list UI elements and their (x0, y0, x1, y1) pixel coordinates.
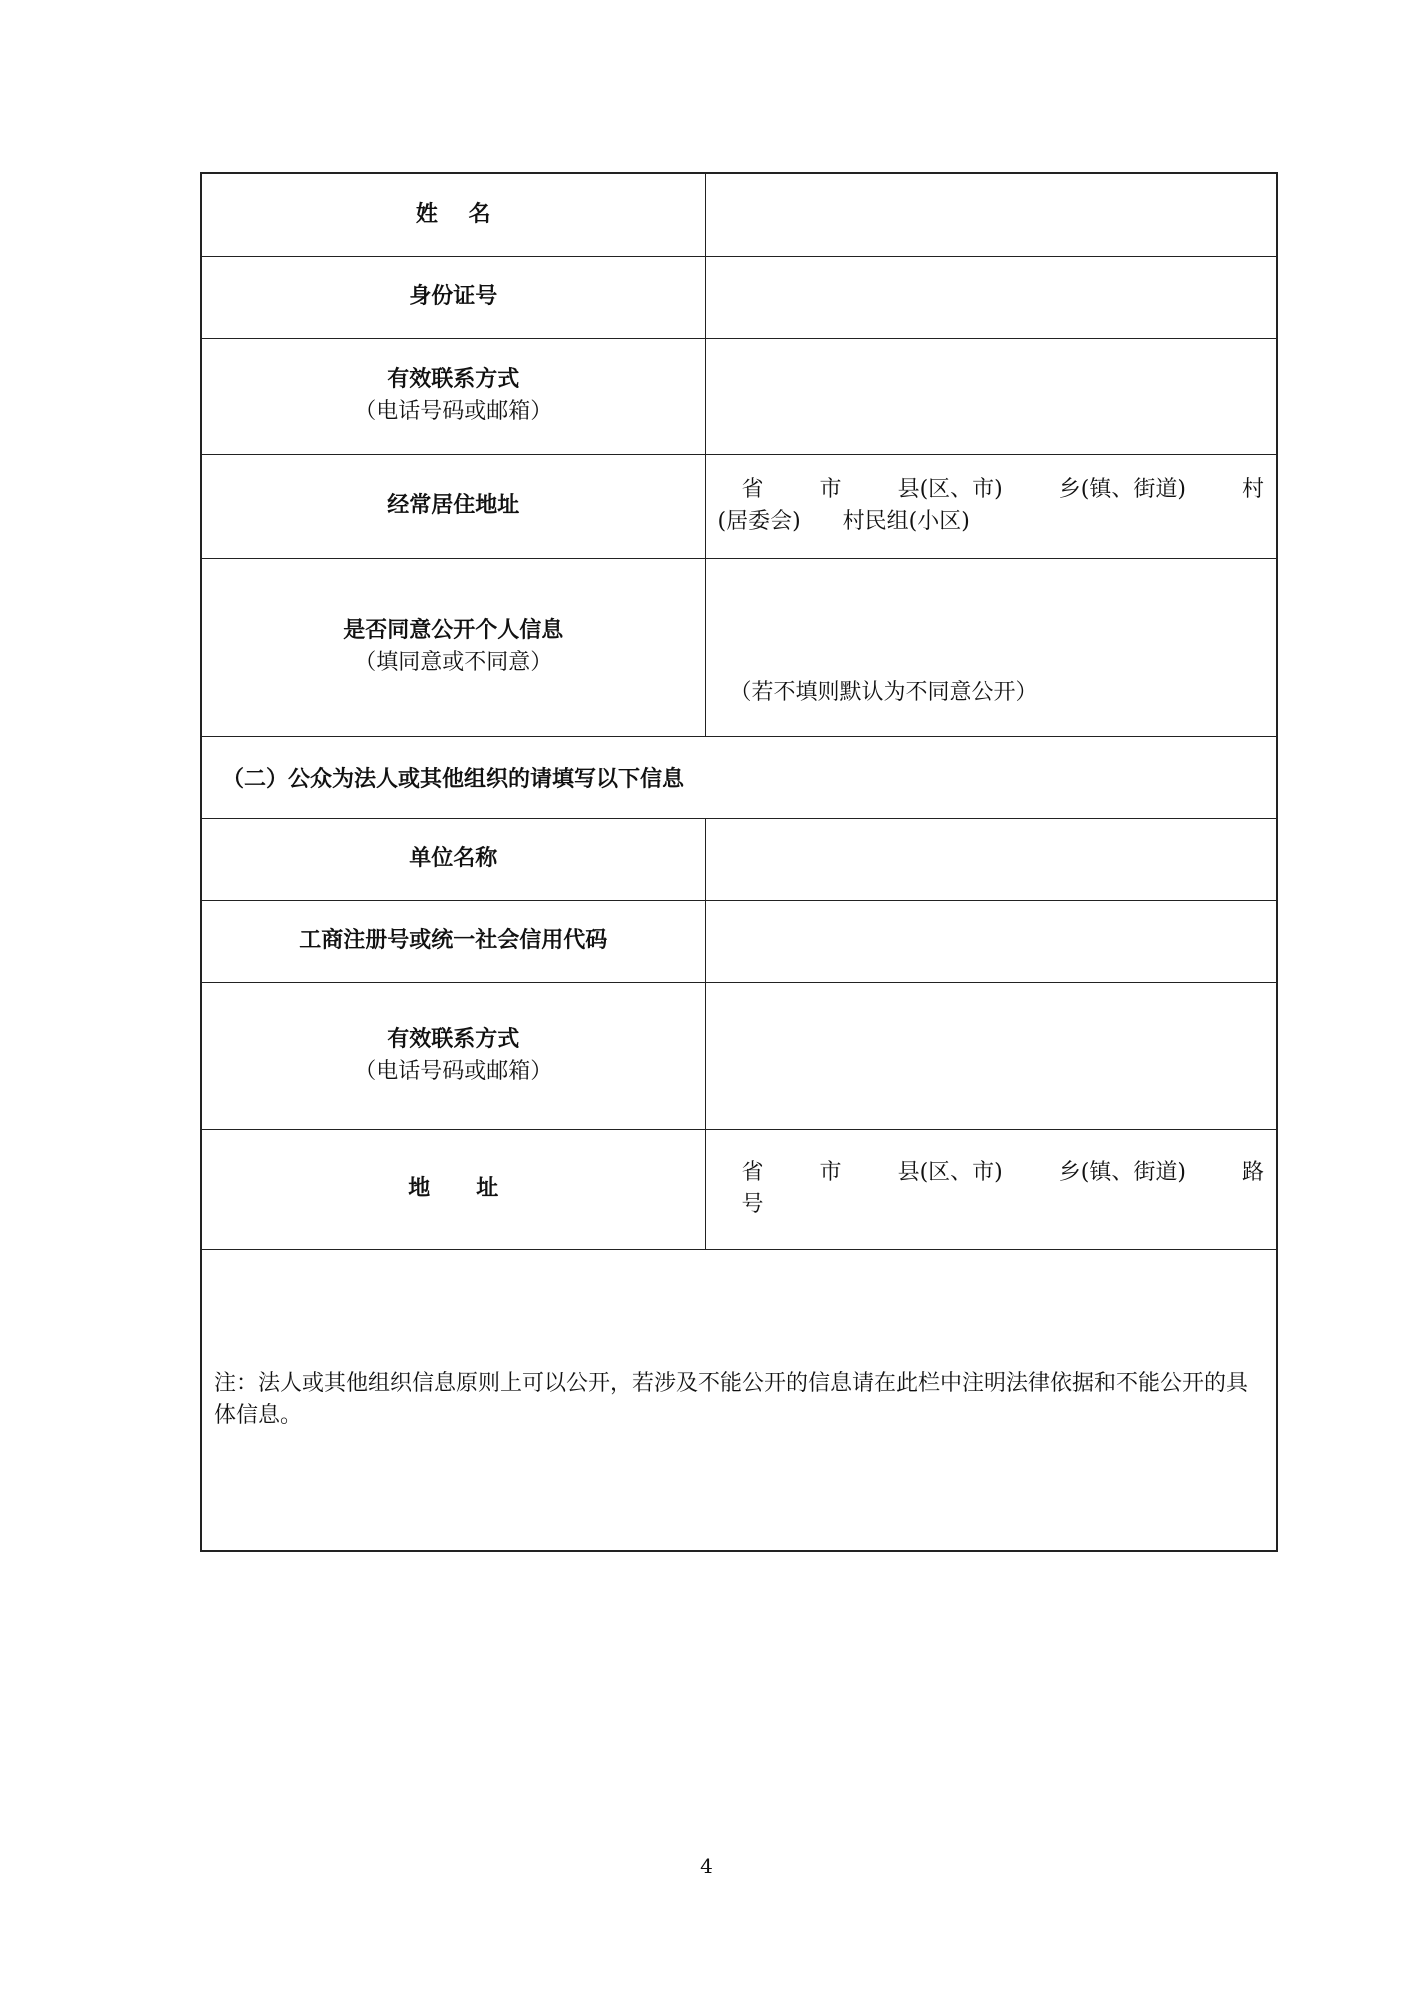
residence-county: 县(区、市) (897, 477, 1003, 502)
reg-label-cell (201, 900, 705, 982)
name-label: 姓 名 (415, 201, 491, 227)
consent-label-cell (201, 558, 705, 736)
address-label: 地 址 (408, 1176, 499, 1201)
contact-sublabel: （电话号码或邮箱） (354, 399, 553, 424)
contact-label: 有效联系方式 (387, 367, 520, 392)
row-residence (201, 454, 1277, 558)
row-name (201, 173, 1277, 256)
residence-village: 村 (1241, 477, 1264, 502)
consent-label: 是否同意公开个人信息 (343, 618, 564, 643)
consent-field[interactable] (705, 558, 1277, 736)
unit-name-label: 单位名称 (409, 846, 498, 871)
address-label-cell (201, 1129, 705, 1249)
org-address-field[interactable] (705, 1129, 1277, 1249)
org-contact-sublabel: （电话号码或邮箱） (354, 1058, 553, 1084)
row-unit-name (201, 818, 1277, 900)
org-contact-label: 有效联系方式 (387, 1026, 520, 1052)
unit-name-field[interactable] (705, 818, 1277, 900)
residence-line-2: (居委会) 村民组(小区) (717, 509, 970, 534)
row-id (201, 256, 1277, 338)
address-county: 县(区、市) (897, 1160, 1003, 1185)
row-contact (201, 338, 1277, 454)
row-consent (201, 558, 1277, 736)
info-form-table (200, 172, 1278, 1552)
org-contact-label-cell (201, 982, 705, 1129)
contact-label-cell (201, 338, 705, 454)
row-org-contact (201, 982, 1277, 1129)
residence-field[interactable] (705, 454, 1277, 558)
note-cell[interactable] (201, 1249, 1277, 1551)
residence-province: 省 (741, 477, 764, 502)
id-label-cell (201, 256, 705, 338)
section-title: （二）公众为法人或其他组织的请填写以下信息 (201, 736, 1277, 818)
registration-field[interactable] (705, 900, 1277, 982)
address-line-1 (718, 1157, 1265, 1189)
row-org-address (201, 1129, 1277, 1249)
residence-line-1 (718, 474, 1265, 506)
address-province: 省 (741, 1160, 764, 1185)
residence-label-cell (201, 454, 705, 558)
consent-hint: （若不填则默认为不同意公开） (729, 679, 1038, 705)
address-road: 路 (1241, 1160, 1264, 1185)
name-field[interactable] (705, 173, 1277, 256)
unit-label-cell (201, 818, 705, 900)
name-label-cell (201, 173, 705, 256)
row-registration (201, 900, 1277, 982)
id-number-field[interactable] (705, 256, 1277, 338)
id-label: 身份证号 (409, 284, 498, 309)
contact-field[interactable] (705, 338, 1277, 454)
residence-label: 经常居住地址 (387, 493, 520, 518)
page-number: 4 (700, 1854, 713, 1878)
residence-city: 市 (819, 477, 842, 502)
row-section-title (201, 736, 1277, 818)
registration-label: 工商注册号或统一社会信用代码 (299, 928, 608, 953)
address-city: 市 (819, 1160, 842, 1185)
note-text: 注：法人或其他组织信息原则上可以公开，若涉及不能公开的信息请在此栏中注明法律依据和不能公开的具体信息。 (214, 1370, 1249, 1428)
org-contact-field[interactable] (705, 982, 1277, 1129)
consent-sublabel: （填同意或不同意） (354, 650, 553, 675)
row-note (201, 1249, 1277, 1551)
address-line-2: 号 (741, 1192, 764, 1217)
residence-town: 乡(镇、街道) (1058, 477, 1186, 502)
address-town: 乡(镇、街道) (1058, 1160, 1186, 1185)
